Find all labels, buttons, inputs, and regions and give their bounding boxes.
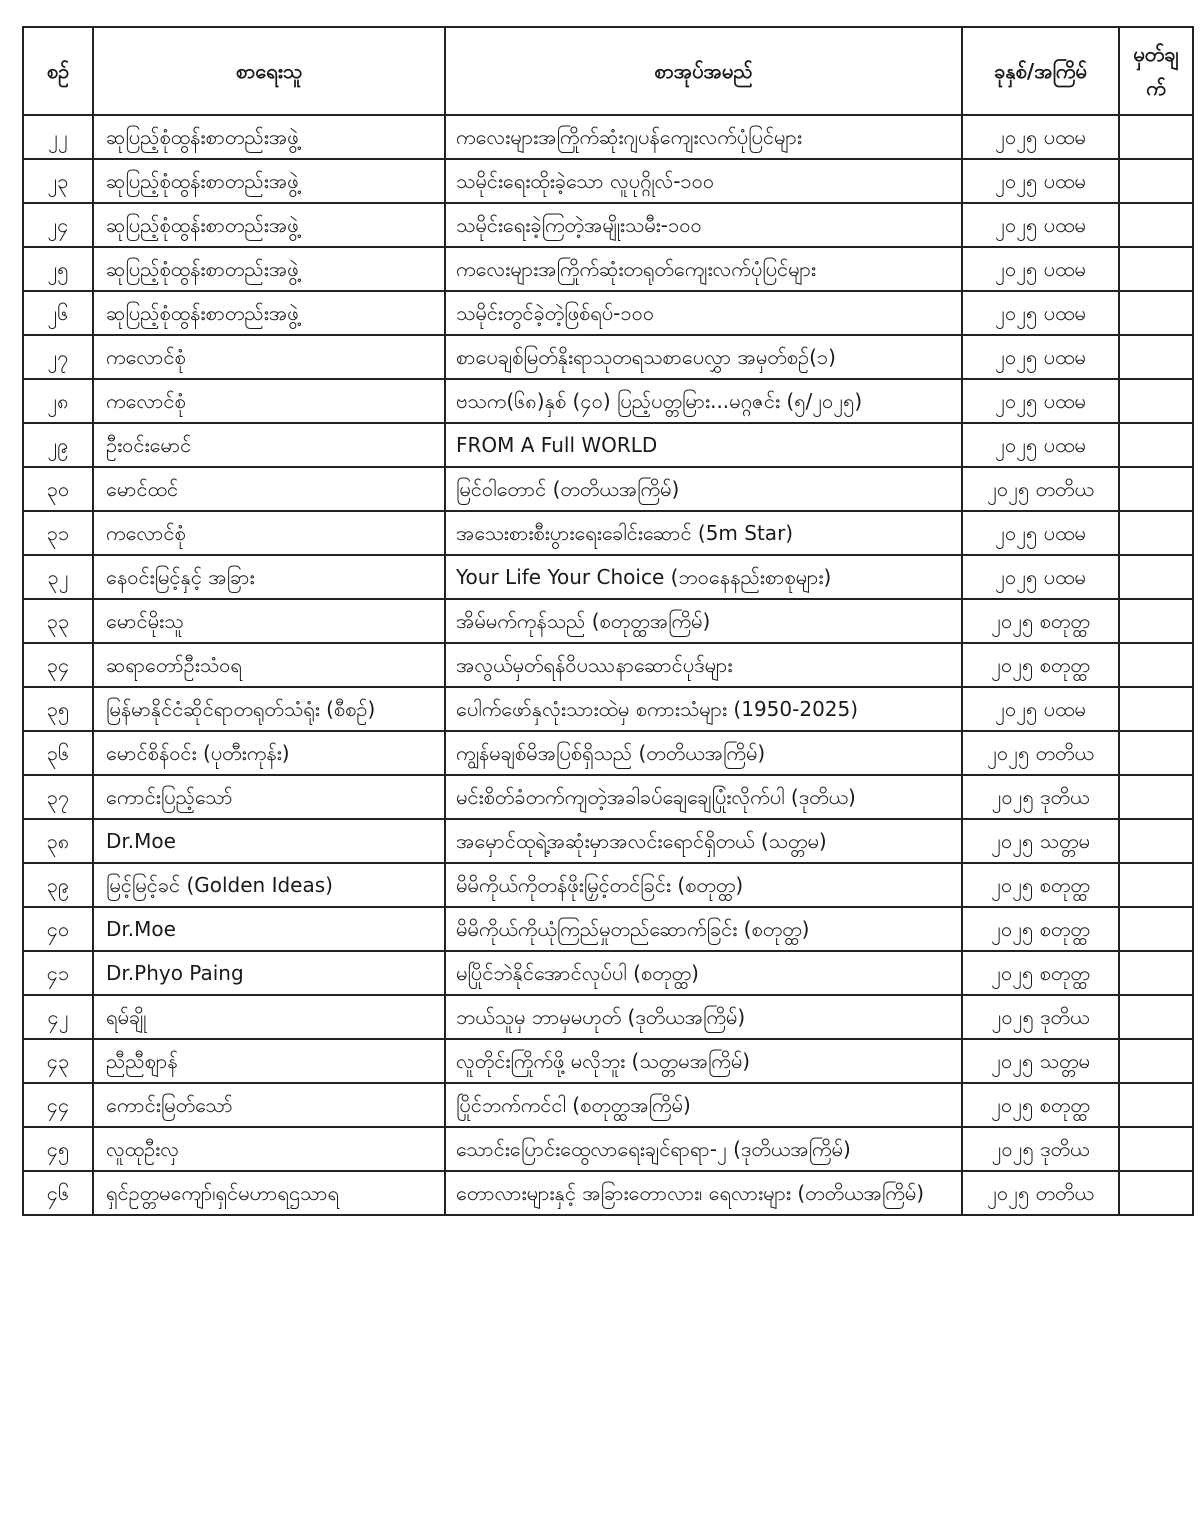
remark-cell: [1119, 687, 1193, 731]
table-row: [23, 951, 1193, 995]
edition-cell: ၂၀၂၅ ပထမ: [962, 379, 1119, 423]
row-number: ၄၁: [23, 951, 93, 995]
row-number: ၃၃: [23, 599, 93, 643]
remark-cell: [1119, 599, 1193, 643]
table-row: [23, 1083, 1193, 1127]
edition-cell: ၂၀၂၅ ပထမ: [962, 203, 1119, 247]
row-number: ၃၀: [23, 467, 93, 511]
author-cell: ဆုပြည့်စုံထွန်းစာတည်းအဖွဲ့: [93, 247, 445, 291]
edition-cell: ၂၀၂၅ စတုတ္ထ: [962, 599, 1119, 643]
table-row: [23, 115, 1193, 159]
row-number: ၄၀: [23, 907, 93, 951]
title-cell: ကလေးများအကြိုက်ဆုံးဂျပန်ကျေးလက်ပုံပြင်များ: [445, 115, 962, 159]
row-number: ၄၆: [23, 1171, 93, 1215]
row-number: ၂၇: [23, 335, 93, 379]
edition-cell: ၂၀၂၅ စတုတ္ထ: [962, 951, 1119, 995]
header-edition: ခုနှစ်/အကြိမ်: [962, 27, 1119, 115]
edition-cell: ၂၀၂၅ ဒုတိယ: [962, 995, 1119, 1039]
author-cell: နေဝင်းမြင့်နှင့် အခြား: [93, 555, 445, 599]
row-number: ၃၅: [23, 687, 93, 731]
author-cell: မြင့်မြင့်ခင် (Golden Ideas): [93, 863, 445, 907]
table-row: [23, 159, 1193, 203]
row-number: ၄၅: [23, 1127, 93, 1171]
header-row: [23, 27, 1193, 115]
remark-cell: [1119, 907, 1193, 951]
title-cell: သမိုင်းရေးခဲ့ကြတဲ့အမျိုးသမီး-၁၀၀: [445, 203, 962, 247]
title-cell: စာပေချစ်မြတ်နိုးရာသုတရသစာပေလွှာ အမှတ်စဉ်(၁): [445, 335, 962, 379]
remark-cell: [1119, 951, 1193, 995]
remark-cell: [1119, 203, 1193, 247]
remark-cell: [1119, 379, 1193, 423]
edition-cell: ၂၀၂၅ ဒုတိယ: [962, 1127, 1119, 1171]
row-number: ၂၆: [23, 291, 93, 335]
table-row: [23, 1171, 1193, 1215]
table-row: [23, 467, 1193, 511]
table-body: [23, 115, 1193, 1215]
header-title: စာအုပ်အမည်: [445, 27, 962, 115]
author-cell: ကောင်းမြတ်သော်: [93, 1083, 445, 1127]
table-row: [23, 555, 1193, 599]
remark-cell: [1119, 775, 1193, 819]
row-number: ၂၅: [23, 247, 93, 291]
edition-cell: ၂၀၂၅ ဒုတိယ: [962, 775, 1119, 819]
table-row: [23, 1127, 1193, 1171]
book-list-table: [22, 26, 1194, 1216]
edition-cell: ၂၀၂၅ ပထမ: [962, 687, 1119, 731]
edition-cell: ၂၀၂၅ ပထမ: [962, 247, 1119, 291]
title-cell: အသေးစားစီးပွားရေးခေါင်းဆောင် (5m Star): [445, 511, 962, 555]
remark-cell: [1119, 1171, 1193, 1215]
title-cell: သမိုင်းရေးထိုးခဲ့သော လူပုဂ္ဂိုလ်-၁၀၀: [445, 159, 962, 203]
title-cell: ကလေးများအကြိုက်ဆုံးတရုတ်ကျေးလက်ပုံပြင်များ: [445, 247, 962, 291]
author-cell: မောင်ထင်: [93, 467, 445, 511]
remark-cell: [1119, 511, 1193, 555]
edition-cell: ၂၀၂၅ ပထမ: [962, 291, 1119, 335]
title-cell: မင်းစိတ်ခံတက်ကျတဲ့အခါခပ်ချေချေပြုံးလိုက်ပါ (ဒုတိယ): [445, 775, 962, 819]
title-cell: FROM A Full WORLD: [445, 423, 962, 467]
author-cell: ရမ်ချို: [93, 995, 445, 1039]
remark-cell: [1119, 115, 1193, 159]
author-cell: ကလောင်စုံ: [93, 511, 445, 555]
row-number: ၄၂: [23, 995, 93, 1039]
author-cell: ကောင်းပြည့်သော်: [93, 775, 445, 819]
title-cell: မပြိုင်ဘဲနိုင်အောင်လုပ်ပါ (စတုတ္ထ): [445, 951, 962, 995]
remark-cell: [1119, 247, 1193, 291]
remark-cell: [1119, 423, 1193, 467]
table-row: [23, 511, 1193, 555]
table-row: [23, 687, 1193, 731]
table-row: [23, 335, 1193, 379]
row-number: ၃၈: [23, 819, 93, 863]
author-cell: မြန်မာနိုင်ငံဆိုင်ရာတရုတ်သံရုံး (စီစဉ်): [93, 687, 445, 731]
author-cell: ဆုပြည့်စုံထွန်းစာတည်းအဖွဲ့: [93, 291, 445, 335]
edition-cell: ၂၀၂၅ ပထမ: [962, 159, 1119, 203]
row-number: ၃၂: [23, 555, 93, 599]
edition-cell: ၂၀၂၅ စတုတ္ထ: [962, 1083, 1119, 1127]
row-number: ၃၉: [23, 863, 93, 907]
remark-cell: [1119, 1039, 1193, 1083]
title-cell: ဗသက(၆၈)နှစ် (၄၀) ပြည့်ပတ္တမြား...မဂ္ဂဇင်း (၅/၂၀၂၅): [445, 379, 962, 423]
edition-cell: ၂၀၂၅ စတုတ္ထ: [962, 643, 1119, 687]
edition-cell: ၂၀၂၅ တတိယ: [962, 731, 1119, 775]
author-cell: လူထုဦးလှ: [93, 1127, 445, 1171]
table-row: [23, 291, 1193, 335]
author-cell: Dr.Phyo Paing: [93, 951, 445, 995]
header-remark: မှတ်ချက်: [1119, 27, 1193, 115]
edition-cell: ၂၀၂၅ စတုတ္ထ: [962, 863, 1119, 907]
author-cell: ဆုပြည့်စုံထွန်းစာတည်းအဖွဲ့: [93, 115, 445, 159]
table-row: [23, 995, 1193, 1039]
remark-cell: [1119, 643, 1193, 687]
edition-cell: ၂၀၂၅ ပထမ: [962, 115, 1119, 159]
title-cell: မြင်ဝါတောင် (တတိယအကြိမ်): [445, 467, 962, 511]
table-row: [23, 1039, 1193, 1083]
author-cell: ရှင်ဥတ္တမကျော်၊ရှင်မဟာရဌသာရ: [93, 1171, 445, 1215]
table-row: [23, 379, 1193, 423]
title-cell: ပြိုင်ဘက်ကင်ငါ (စတုတ္ထအကြိမ်): [445, 1083, 962, 1127]
table-row: [23, 907, 1193, 951]
author-cell: ညီညီစျာန်: [93, 1039, 445, 1083]
title-cell: အမှောင်ထုရဲ့အဆုံးမှာအလင်းရောင်ရှိတယ် (သတ္တမ): [445, 819, 962, 863]
remark-cell: [1119, 1083, 1193, 1127]
title-cell: ဘယ်သူမှ ဘာမှမဟုတ် (ဒုတိယအကြိမ်): [445, 995, 962, 1039]
edition-cell: ၂၀၂၅ ပထမ: [962, 423, 1119, 467]
author-cell: Dr.Moe: [93, 819, 445, 863]
title-cell: သမိုင်းတွင်ခဲ့တဲ့ဖြစ်ရပ်-၁၀၀: [445, 291, 962, 335]
edition-cell: ၂၀၂၅ သတ္တမ: [962, 819, 1119, 863]
author-cell: ဆုပြည့်စုံထွန်းစာတည်းအဖွဲ့: [93, 203, 445, 247]
author-cell: ဦးဝင်းမောင်: [93, 423, 445, 467]
table-row: [23, 863, 1193, 907]
table-row: [23, 203, 1193, 247]
row-number: ၄၃: [23, 1039, 93, 1083]
row-number: ၂၈: [23, 379, 93, 423]
row-number: ၃၇: [23, 775, 93, 819]
row-number: ၃၁: [23, 511, 93, 555]
author-cell: ဆုပြည့်စုံထွန်းစာတည်းအဖွဲ့: [93, 159, 445, 203]
remark-cell: [1119, 335, 1193, 379]
title-cell: လူတိုင်းကြိုက်ဖို့ မလိုဘူး (သတ္တမအကြိမ်): [445, 1039, 962, 1083]
table-row: [23, 599, 1193, 643]
row-number: ၂၉: [23, 423, 93, 467]
remark-cell: [1119, 863, 1193, 907]
title-cell: Your Life Your Choice (ဘဝနေနည်းစာစုများ): [445, 555, 962, 599]
table-row: [23, 247, 1193, 291]
title-cell: တောလားများနှင့် အခြားတောလား၊ ရေလားများ (တတိယအကြိမ်): [445, 1171, 962, 1215]
remark-cell: [1119, 467, 1193, 511]
remark-cell: [1119, 291, 1193, 335]
table-row: [23, 819, 1193, 863]
row-number: ၃၄: [23, 643, 93, 687]
row-number: ၂၄: [23, 203, 93, 247]
header-no: စဉ်: [23, 27, 93, 115]
edition-cell: ၂၀၂၅ စတုတ္ထ: [962, 907, 1119, 951]
author-cell: ဆရာတော်ဦးသံဝရ: [93, 643, 445, 687]
header-author: စာရေးသူ: [93, 27, 445, 115]
row-number: ၃၆: [23, 731, 93, 775]
remark-cell: [1119, 159, 1193, 203]
author-cell: ကလောင်စုံ: [93, 335, 445, 379]
edition-cell: ၂၀၂၅ သတ္တမ: [962, 1039, 1119, 1083]
author-cell: မောင်မိုးသူ: [93, 599, 445, 643]
title-cell: မိမိကိုယ်ကိုယုံကြည်မှုတည်ဆောက်ခြင်း (စတုတ္ထ): [445, 907, 962, 951]
author-cell: Dr.Moe: [93, 907, 445, 951]
edition-cell: ၂၀၂၅ ပထမ: [962, 511, 1119, 555]
edition-cell: ၂၀၂၅ ပထမ: [962, 335, 1119, 379]
table-row: [23, 423, 1193, 467]
title-cell: အိမ်မက်ကုန်သည် (စတုတ္ထအကြိမ်): [445, 599, 962, 643]
remark-cell: [1119, 995, 1193, 1039]
title-cell: သောင်းပြောင်းထွေလာရေးချင်ရာရာ-၂ (ဒုတိယအကြိမ်): [445, 1127, 962, 1171]
title-cell: ကျွန်မချစ်မိအပြစ်ရှိသည် (တတိယအကြိမ်): [445, 731, 962, 775]
remark-cell: [1119, 731, 1193, 775]
table-row: [23, 775, 1193, 819]
title-cell: ပေါက်ဖော်နှလုံးသားထဲမှ စကားသံများ (1950-2025): [445, 687, 962, 731]
edition-cell: ၂၀၂၅ ပထမ: [962, 555, 1119, 599]
table-row: [23, 731, 1193, 775]
row-number: ၂၃: [23, 159, 93, 203]
title-cell: မိမိကိုယ်ကိုတန်ဖိုးမြှင့်တင်ခြင်း (စတုတ္ထ): [445, 863, 962, 907]
row-number: ၂၂: [23, 115, 93, 159]
title-cell: အလွယ်မှတ်ရန်ဝိပဿနာဆောင်ပုဒ်များ: [445, 643, 962, 687]
edition-cell: ၂၀၂၅ တတိယ: [962, 1171, 1119, 1215]
author-cell: ကလောင်စုံ: [93, 379, 445, 423]
remark-cell: [1119, 555, 1193, 599]
remark-cell: [1119, 1127, 1193, 1171]
row-number: ၄၄: [23, 1083, 93, 1127]
edition-cell: ၂၀၂၅ တတိယ: [962, 467, 1119, 511]
author-cell: မောင်စိန်ဝင်း (ပုတီးကုန်း): [93, 731, 445, 775]
table-row: [23, 643, 1193, 687]
book-list-sheet: [22, 26, 1192, 1216]
remark-cell: [1119, 819, 1193, 863]
